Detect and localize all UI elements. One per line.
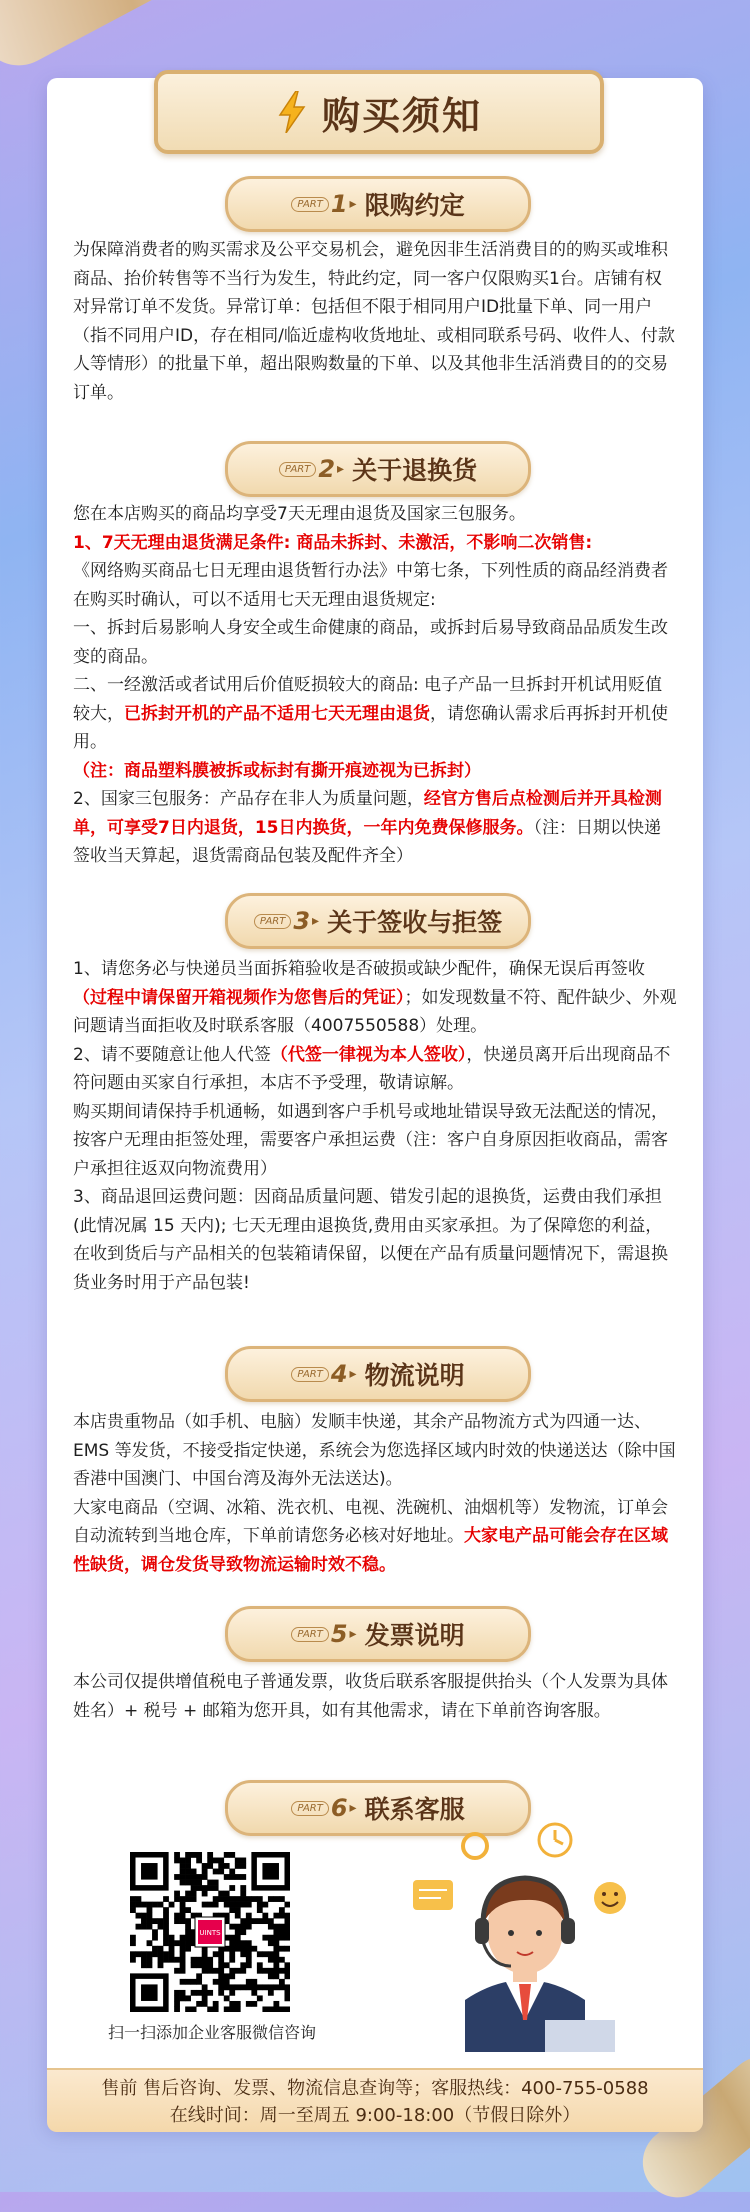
section-header-5 — [225, 1606, 531, 1662]
contact-footer — [47, 2068, 703, 2132]
part-badge: PART 5 ▸ — [291, 1620, 356, 1648]
section-header-1 — [225, 176, 531, 232]
page-title: 购买须知 — [321, 93, 482, 138]
section-title: 发票说明 — [364, 1621, 465, 1650]
footer-hours: 在线时间：周一至周五 9:00-18:00（节假日除外） — [169, 2105, 581, 2126]
chevron-right-icon: ▸ — [349, 1626, 357, 1642]
section-title: 物流说明 — [364, 1361, 465, 1390]
chevron-right-icon: ▸ — [349, 196, 357, 212]
chat-bubble-icon — [413, 1880, 453, 1910]
part-badge: PART 3 ▸ — [254, 907, 319, 935]
lightning-icon — [276, 91, 308, 133]
chevron-right-icon: ▸ — [349, 1800, 357, 1816]
part-badge: PART 4 ▸ — [291, 1360, 356, 1388]
section-title: 联系客服 — [364, 1795, 465, 1824]
section-title: 限购约定 — [364, 191, 465, 220]
gear-icon — [463, 1834, 487, 1858]
qr-code-image — [130, 1852, 290, 2012]
decorative-ribbon-top — [0, 0, 232, 79]
chevron-right-icon: ▸ — [349, 1366, 357, 1382]
section-header-2 — [225, 441, 531, 497]
section-2-text: 您在本店购买的商品均享受7天无理由退货及国家三包服务。 1、7天无理由退货满足条件: 商品未拆封、未激活，不影响二次销售: 《网络购买商品七日无理由退货暂行办法》中第七条，下列性质的商品经消费者在购买时确认，可以不适用七天无理由退货规定: 一、拆封后易影响人身安全或生命健康的商品，或拆封后易导致商品品质发生改变的商品。 二、一经激活或者试用后价值贬损较大的商品: 电子产品一旦拆封开机试用贬值较大，已拆封开机的产品不适用七天无理由退货，请您确认需求后再拆封开机使用。 （注：商品塑料膜被拆或标封有撕开痕迹视为已拆封） 2、国家三包服务：产品存在非人为质量问题，经官方售后点检测后并开具检测单，可享受7日内退货，15日内换货，一年内免费保修服务。（注：日期以快递签收当天算起，退货需商品包装及配件齐全） — [73, 504, 668, 866]
section-title: 关于退换货 — [352, 456, 478, 485]
section-4-text: 本店贵重物品（如手机、电脑）发顺丰快递，其余产品物流方式为四通一达、EMS 等发货，不接受指定快递，系统会为您选择区域内时效的快递送达（除中国香港中国澳门、中国台湾及海外无法送达)。 大家电商品（空调、冰箱、洗衣机、电视、洗碗机、油烟机等）发物流，订单会自动流转到当地仓库，下单前请您务必核对好地址。大家电产品可能会存在区域性缺货，调仓发货导致物流运输时效不稳。 — [73, 1412, 676, 1575]
section-1-text: 为保障消费者的购买需求及公平交易机会，避免因非生活消费目的的购买或堆积商品、抬价转售等不当行为发生，特此约定，同一客户仅限购买1台。店铺有权对异常订单不发货。异常订单：包括但不限于相同用户ID批量下单、同一用户（指不同用户ID，存在相同/临近虚构收货地址、或相同联系号码、收件人、付款人等情形）的批量下单，超出限购数量的下单、以及其他非生活消费目的的交易订单。 — [73, 240, 675, 403]
customer-service-agent-illustration — [405, 1820, 645, 2052]
section-3-text: 1、请您务必与快递员当面拆箱验收是否破损或缺少配件，确保无误后再签收（过程中请保留开箱视频作为您售后的凭证）；如发现数量不符、配件缺少、外观问题请当面拒收及时联系客服（4007550588）处理。 2、请不要随意让他人代签（代签一律视为本人签收），快递员离开后出现商品不符问题由买家自行承担，本店不予受理，敬请谅解。 购买期间请保持手机通畅，如遇到客户手机号或地址错误导致无法配送的情况，按客户无理由拒签处理，需要客户承担运费（注：客户自身原因拒收商品，需客户承担往返双向物流费用） 3、商品退回运费问题：因商品质量问题、错发引起的退换货，运费由我们承担(此情况属 15 天内); 七天无理由退换货,费用由买家承担。为了保障您的利益，在收到货后与产品相关的包装箱请保留，以便在产品有质量问题情况下，需退换货业务时用于产品包装! — [73, 959, 677, 1293]
section-header-4 — [225, 1346, 531, 1402]
chevron-right-icon: ▸ — [337, 461, 345, 477]
qr-logo: UINTS — [199, 1929, 221, 1937]
part-badge: PART 2 ▸ — [279, 455, 344, 483]
footer-hotline: 售前 售后咨询、发票、物流信息查询等；客服热线：400-755-0588 — [101, 2078, 649, 2099]
section-header-3 — [225, 893, 531, 949]
qr-caption: 扫一扫添加企业客服微信咨询 — [107, 2023, 316, 2042]
wechat-qr-code[interactable] — [130, 1852, 290, 2012]
part-badge: PART 6 ▸ — [291, 1794, 356, 1822]
smile-icon — [594, 1882, 626, 1914]
section-title: 关于签收与拒签 — [327, 908, 503, 937]
section-5-text: 本公司仅提供增值税电子普通发票，收货后联系客服提供抬头（个人发票为具体姓名）+ 税号 + 邮箱为您开具，如有其他需求，请在下单前咨询客服。 — [73, 1672, 668, 1721]
part-badge: PART 1 ▸ — [291, 190, 356, 218]
title-banner — [154, 70, 604, 154]
chevron-right-icon: ▸ — [312, 913, 320, 929]
